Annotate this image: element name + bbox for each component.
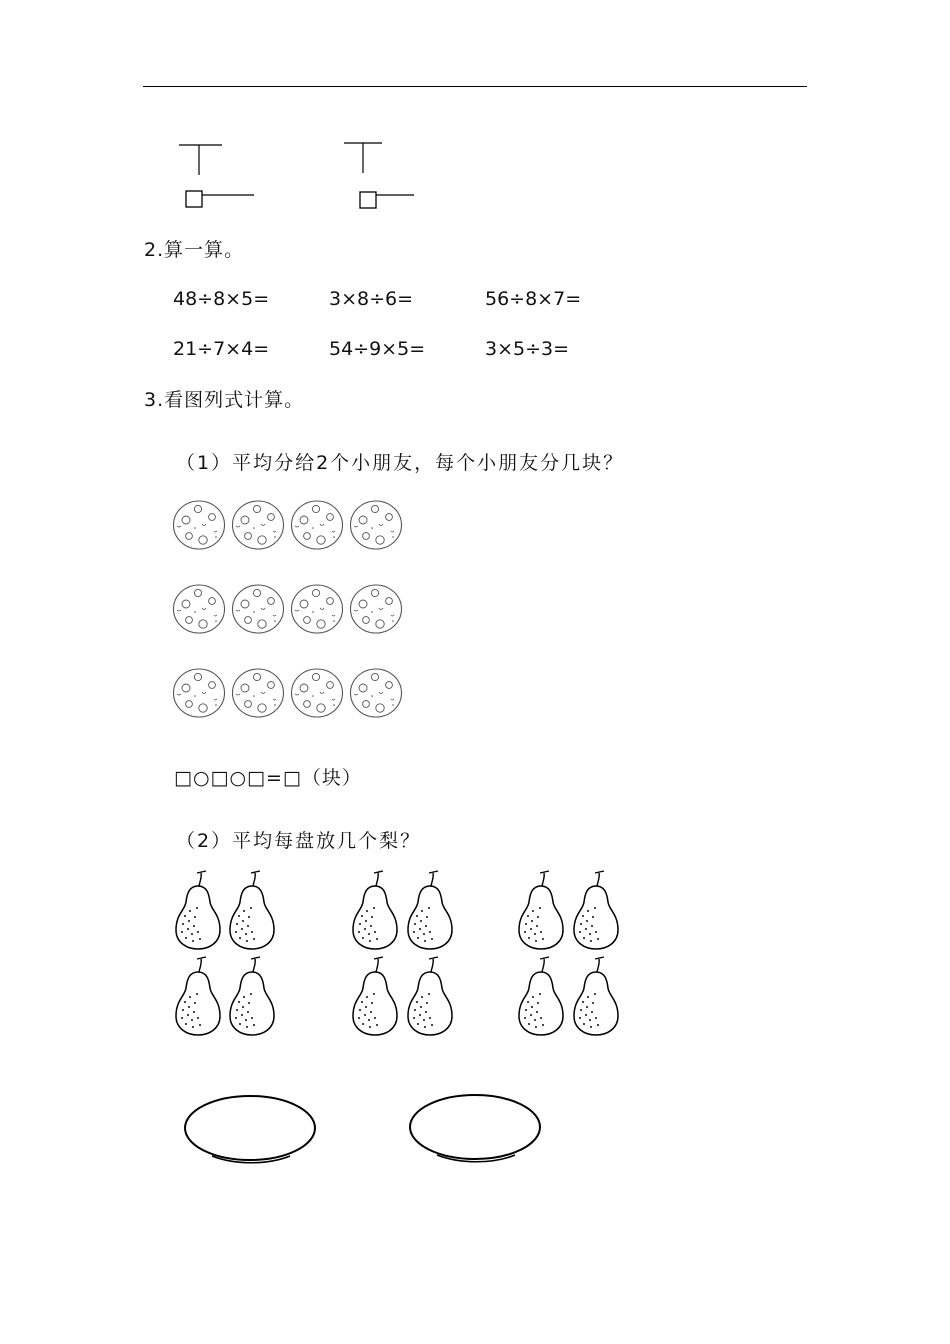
equation-2: 3×8÷6= <box>329 288 414 310</box>
pear-icon <box>230 957 274 1035</box>
equation-3: 56÷8×7= <box>485 288 582 310</box>
pear-icon <box>230 871 274 949</box>
pear-row-1 <box>176 871 618 949</box>
question1-answer-template: □○□○□=□（块） <box>174 767 362 789</box>
pear-icon <box>353 957 397 1035</box>
pear-row-2 <box>176 957 618 1035</box>
question1-prompt: （1）平均分给2个小朋友，每个小朋友分几块？ <box>176 452 625 474</box>
pear-icon <box>519 957 563 1035</box>
pear-icon <box>519 871 563 949</box>
section3-title: 3.看图列式计算。 <box>144 389 305 411</box>
pear-icon <box>408 871 452 949</box>
pear-icon <box>176 957 220 1035</box>
plate-icon <box>180 1092 320 1172</box>
pear-icon <box>408 957 452 1035</box>
question2-prompt: （2）平均每盘放几个梨？ <box>176 830 422 852</box>
equation-5: 54÷9×5= <box>329 338 426 360</box>
pear-icon <box>574 871 618 949</box>
plate-icon <box>405 1091 545 1171</box>
pear-icon <box>176 871 220 949</box>
equation-4: 21÷7×4= <box>173 338 270 360</box>
pear-icon <box>574 957 618 1035</box>
pear-icon <box>353 871 397 949</box>
equation-6: 3×5÷3= <box>485 338 570 360</box>
section2-title: 2.算一算。 <box>144 239 245 261</box>
equation-1: 48÷8×5= <box>173 288 270 310</box>
